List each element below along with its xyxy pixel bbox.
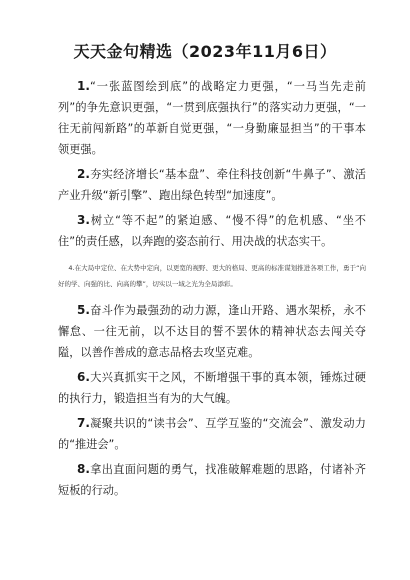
document-title: 天天金句精选（2023年11月6日）	[73, 42, 337, 61]
paragraph-text: 奋斗作为最强劲的动力源，逢山开路、遇水架桥，永不懈怠、一往无前，以不达目的誓不罢休的精神状态去闯关夺隘，以善作善成的意志品格去攻坚克难。	[58, 304, 366, 359]
paragraph-number: 4.	[68, 264, 75, 272]
quote-paragraph-6	[58, 367, 366, 409]
paragraph-text: 在大局中定位、在大势中定向，以更宽的视野、更大的格局、更高的标准谋划推进各项工作，勇于“向好的学、向强的比、向高的攀”，切实以一域之光为全局添彩。	[58, 264, 366, 288]
document-body	[58, 76, 366, 501]
paragraph-number: 7.	[77, 416, 90, 430]
paragraph-number: 3.	[77, 213, 90, 227]
paragraph-text: “一张蓝图绘到底”的战略定力更强，“一马当先走前列”的争先意识更强，“一贯到底强执行”的落实动力更强，“一往无前闯新路”的革新自觉更强，“一身勤廉显担当”的干事本领更强。	[58, 80, 366, 156]
paragraph-number: 2.	[77, 167, 90, 181]
paragraph-text: 凝聚共识的“读书会”、互学互鉴的“交流会”、激发动力的“推进会”。	[58, 417, 366, 451]
paragraph-number: 1.	[77, 79, 90, 93]
paragraph-number: 5.	[77, 303, 90, 317]
paragraph-number: 6.	[77, 370, 90, 384]
paragraph-text: 拿出直面问题的勇气，找准破解难题的思路，付诸补齐短板的行动。	[58, 463, 366, 497]
quote-paragraph-8	[58, 459, 366, 501]
quote-paragraph-3	[58, 210, 366, 252]
quote-paragraph-5	[58, 300, 366, 363]
quote-paragraph-2	[58, 164, 366, 206]
quote-paragraph-4	[58, 260, 366, 292]
paragraph-text: 树立“等不起”的紧迫感、“慢不得”的危机感、“坐不住”的责任感，以奔跑的姿态前行、用决战的状态实干。	[58, 214, 366, 248]
paragraph-text: 夯实经济增长“基本盘”、牵住科技创新“牛鼻子”、激活产业升级“新引擎”、跑出绿色转型“加速度”。	[58, 168, 366, 202]
paragraph-number: 8.	[77, 462, 90, 476]
quote-paragraph-1	[58, 76, 366, 160]
quote-paragraph-7	[58, 413, 366, 455]
paragraph-text: 大兴真抓实干之风，不断增强干事的真本领，锤炼过硬的执行力，锻造担当有为的大气魄。	[58, 371, 366, 405]
